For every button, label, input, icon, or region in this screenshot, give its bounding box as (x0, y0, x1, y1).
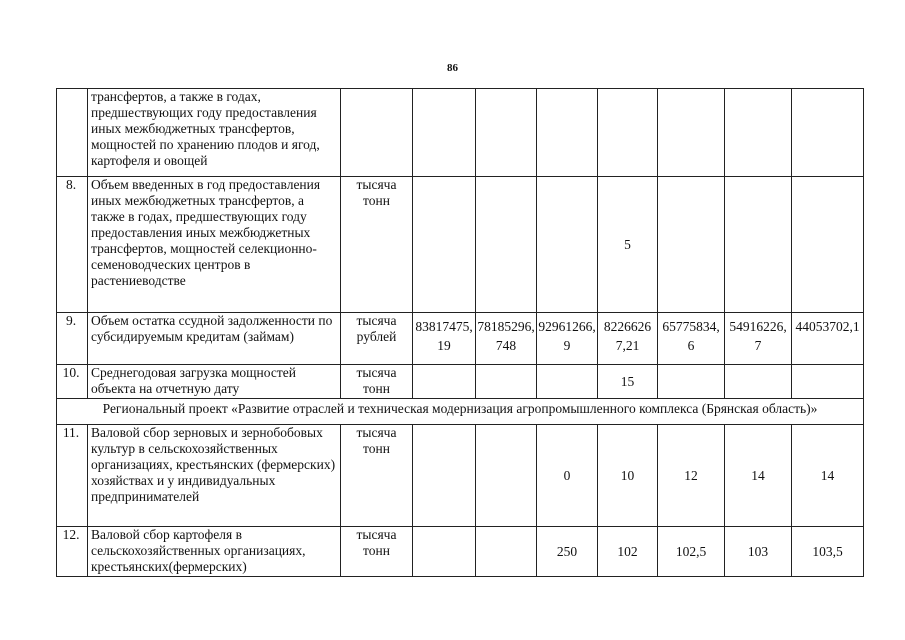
value-cell: 14 (792, 425, 864, 527)
value-cell: 44053702,1 (792, 313, 864, 365)
table-row (57, 177, 864, 313)
value-cell (658, 177, 725, 313)
value-cell (476, 365, 537, 399)
value-cell: 250 (537, 527, 598, 577)
value-cell (413, 177, 476, 313)
value-cell: 15 (598, 365, 658, 399)
value-cell (476, 89, 537, 177)
value-cell (413, 89, 476, 177)
value-cell: 102,5 (658, 527, 725, 577)
row-number: 9. (57, 313, 88, 365)
value-cell (792, 365, 864, 399)
indicator-name: Объем остатка ссудной задолженности по субсидируемым кредитам (займам) (88, 313, 341, 365)
page-number: 86 (447, 62, 458, 74)
section-row (57, 399, 864, 425)
table-row (57, 527, 864, 577)
unit-cell: тысяча тонн (341, 527, 413, 577)
value-cell: 103,5 (792, 527, 864, 577)
value-cell (476, 425, 537, 527)
value-cell: 54916226,7 (725, 313, 792, 365)
value-cell: 14 (725, 425, 792, 527)
value-cell (598, 89, 658, 177)
value-cell (725, 177, 792, 313)
value-cell: 5 (598, 177, 658, 313)
value-cell (413, 527, 476, 577)
table-row (57, 365, 864, 399)
value-cell: 78185296,748 (476, 313, 537, 365)
value-cell (725, 89, 792, 177)
indicator-name: трансфертов, а также в годах, предшествующих году предоставления иных межбюджетных трансфертов, мощностей по хранению плодов и ягод, картофеля и овощей (88, 89, 341, 177)
value-cell: 92961266,9 (537, 313, 598, 365)
value-cell (476, 177, 537, 313)
row-number: 12. (57, 527, 88, 577)
section-title: Региональный проект «Развитие отраслей и техническая модернизация агропромышленного комплекса (Брянская область)» (57, 399, 864, 425)
row-number: 11. (57, 425, 88, 527)
table-row (57, 89, 864, 177)
value-cell: 103 (725, 527, 792, 577)
value-cell: 102 (598, 527, 658, 577)
value-cell (537, 365, 598, 399)
unit-cell: тысяча тонн (341, 365, 413, 399)
indicator-name: Валовой сбор зерновых и зернобобовых культур в сельскохозяйственных организациях, крестьянских (фермерских) хозяйствах и у индивидуальных предпринимателей (88, 425, 341, 527)
unit-cell: тысяча тонн (341, 177, 413, 313)
row-number (57, 89, 88, 177)
value-cell: 83817475,19 (413, 313, 476, 365)
value-cell: 82266267,21 (598, 313, 658, 365)
unit-cell: тысяча рублей (341, 313, 413, 365)
unit-cell (341, 89, 413, 177)
unit-cell: тысяча тонн (341, 425, 413, 527)
row-number: 8. (57, 177, 88, 313)
value-cell: 12 (658, 425, 725, 527)
value-cell (658, 365, 725, 399)
indicator-name: Валовой сбор картофеля в сельскохозяйственных организациях, крестьянских(фермерских) (88, 527, 341, 577)
table-row (57, 313, 864, 365)
value-cell: 10 (598, 425, 658, 527)
value-cell (413, 365, 476, 399)
indicators-table (56, 88, 864, 577)
value-cell (413, 425, 476, 527)
value-cell (725, 365, 792, 399)
indicator-name: Объем введенных в год предоставления иных межбюджетных трансфертов, а также в годах, предшествующих году предоставления иных межбюджетных трансфертов, мощностей селекционно-семеноводческих центров в растениеводстве (88, 177, 341, 313)
value-cell (476, 527, 537, 577)
row-number: 10. (57, 365, 88, 399)
value-cell (658, 89, 725, 177)
value-cell (792, 89, 864, 177)
value-cell: 65775834,6 (658, 313, 725, 365)
value-cell (537, 177, 598, 313)
value-cell: 0 (537, 425, 598, 527)
value-cell (792, 177, 864, 313)
value-cell (537, 89, 598, 177)
table-row (57, 425, 864, 527)
indicator-name: Среднегодовая загрузка мощностей объекта на отчетную дату (88, 365, 341, 399)
